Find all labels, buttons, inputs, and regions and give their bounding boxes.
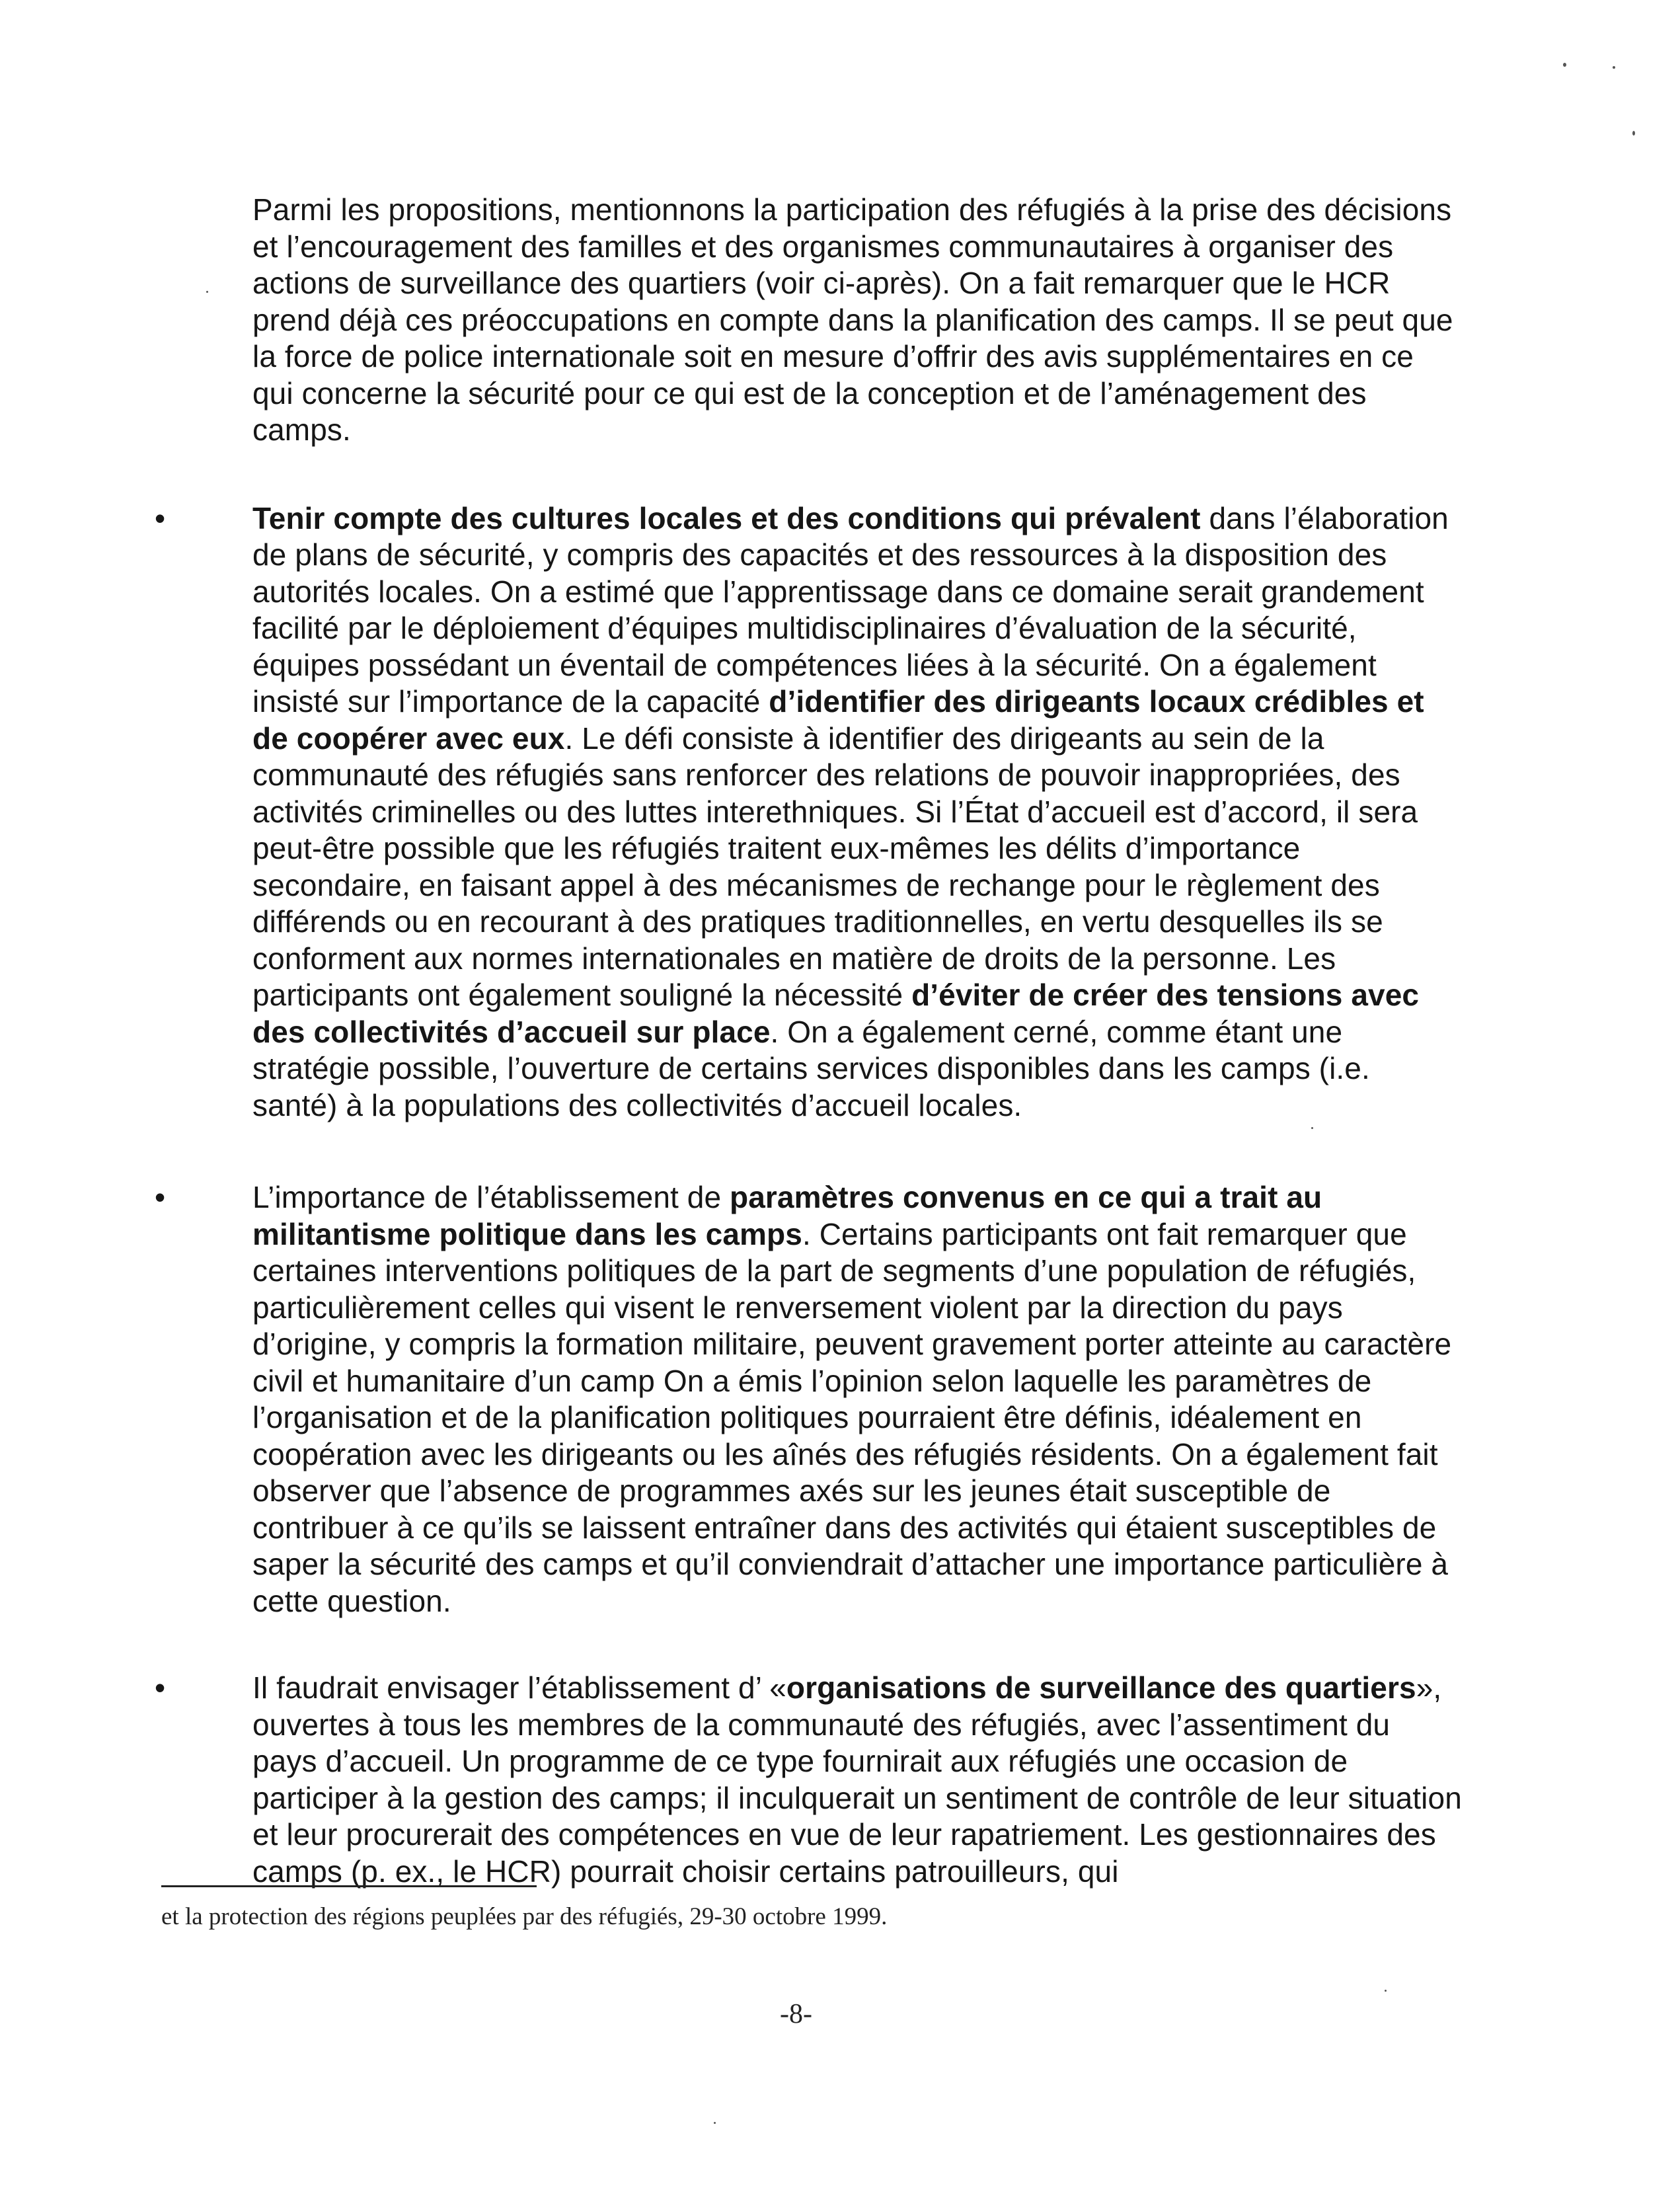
scan-speck bbox=[206, 291, 208, 293]
paragraph-text bbox=[252, 500, 1462, 1124]
scan-speck bbox=[1311, 1127, 1313, 1129]
bullet-item-local-cultures bbox=[155, 500, 1462, 1124]
scan-speck bbox=[1385, 1990, 1387, 1992]
bullet-marker: • bbox=[155, 500, 166, 535]
paragraph-text bbox=[252, 1179, 1462, 1620]
scan-speck bbox=[1613, 66, 1615, 69]
page-number: -8- bbox=[780, 1999, 812, 2029]
bullet-marker: • bbox=[155, 1180, 166, 1214]
text-segment: L’importance de l’établissement de bbox=[252, 1180, 730, 1214]
bold-segment: d’identifier des dirigeants locaux crédibles et de coopérer avec eux bbox=[252, 684, 1424, 756]
bold-segment: Tenir compte des cultures locales et des conditions qui prévalent bbox=[252, 500, 1201, 535]
scan-speck bbox=[1563, 63, 1566, 67]
paragraph-text bbox=[252, 1670, 1462, 1890]
text-segment: . Le défi consiste à identifier des dirigeants au sein de la communauté des réfugiés sans renforcer des relations de pouvoir inappropriées, des activités criminelles ou des luttes interethniques. Si l’État d’accueil est d’accord, il sera peut-être possible que les réfugiés traitent eux-mêmes les délits d’importance secondaire, en faisant appel à des mécanismes de rechange pour le règlement des différends ou en recourant à des pratiques traditionnelles, en vertu desquelles ils se conforment aux normes internationales en matière de droits de la personne. Les participants ont également souligné la nécessité bbox=[252, 721, 1418, 1012]
scan-speck bbox=[714, 2122, 716, 2124]
bullet-item-neighbourhood-watch bbox=[155, 1670, 1462, 1890]
text-segment: . Certains participants ont fait remarquer que certaines interventions politiques de la part de segments d’une population de réfugiés, particulièrement celles qui visent le renversement violent par la direction du pays d’origine, y compris la formation militaire, peuvent gravement porter atteinte au caractère civil et humanitaire d’un camp On a émis l’opinion selon laquelle les paramètres de l’organisation et de la planification politiques pourraient être définis, idéalement en coopération avec les dirigeants ou les aînés des réfugiés résidents. On a également fait observer que l’absence de programmes axés sur les jeunes était susceptible de contribuer à ce qu’ils se laissent entraîner dans des activités qui étaient susceptibles de saper la sécurité des camps et qu’il conviendrait d’attacher une importance particulière à cette question. bbox=[252, 1216, 1452, 1618]
body-text bbox=[155, 192, 1462, 1890]
scan-speck bbox=[1632, 131, 1635, 136]
footnote: et la protection des régions peuplées par des réfugiés, 29-30 octobre 1999. bbox=[161, 1903, 888, 1930]
footnote-separator bbox=[161, 1885, 537, 1887]
text-segment: Il faudrait envisager l’établissement d’ « bbox=[252, 1670, 786, 1705]
bold-segment: paramètres convenus en ce qui a trait au militantisme politique dans les camps bbox=[252, 1180, 1322, 1251]
paragraph-text bbox=[252, 192, 1462, 449]
bold-segment: organisations de surveillance des quartiers bbox=[786, 1670, 1416, 1705]
bullet-marker: • bbox=[155, 1670, 166, 1705]
text-segment: Parmi les propositions, mentionnons la participation des réfugiés à la prise des décisions et l’encouragement des familles et des organismes communautaires à organiser des actions de surveillance des quartiers (voir ci-après). On a fait remarquer que le HCR prend déjà ces préoccupations en compte dans la planification des camps. Il se peut que la force de police internationale soit en mesure d’offrir des avis supplémentaires en ce qui concerne la sécurité pour ce qui est de la conception et de l’aménagement des camps. bbox=[252, 192, 1453, 447]
text-segment: », ouvertes à tous les membres de la communauté des réfugiés, avec l’assentiment du pays d’accueil. Un programme de ce type fournirait aux réfugiés une occasion de participer à la gestion des camps; il inculquerait un sentiment de contrôle de leur situation et leur procurerait des compétences en vue de leur rapatriement. Les gestionnaires des camps (p. ex., le HCR) pourrait choisir certains patrouilleurs, qui bbox=[252, 1670, 1462, 1889]
paragraph-intro bbox=[252, 192, 1462, 449]
bullet-item-political-militancy bbox=[155, 1179, 1462, 1620]
bold-segment: d’éviter de créer des tensions avec des collectivités d’accueil sur place bbox=[252, 978, 1420, 1049]
text-segment: dans l’élaboration de plans de sécurité, y compris des capacités et des ressources à la disposition des autorités locales. On a estimé que l’apprentissage dans ce domaine serait grandement facilité par le déploiement d’équipes multidisciplinaires d’évaluation de la sécurité, équipes possédant un éventail de compétences liées à la sécurité. On a également insisté sur l’importance de la capacité bbox=[252, 500, 1449, 719]
text-segment: . On a également cerné, comme étant une stratégie possible, l’ouverture de certains services disponibles dans les camps (i.e. santé) à la populations des collectivités d’accueil locales. bbox=[252, 1014, 1370, 1122]
